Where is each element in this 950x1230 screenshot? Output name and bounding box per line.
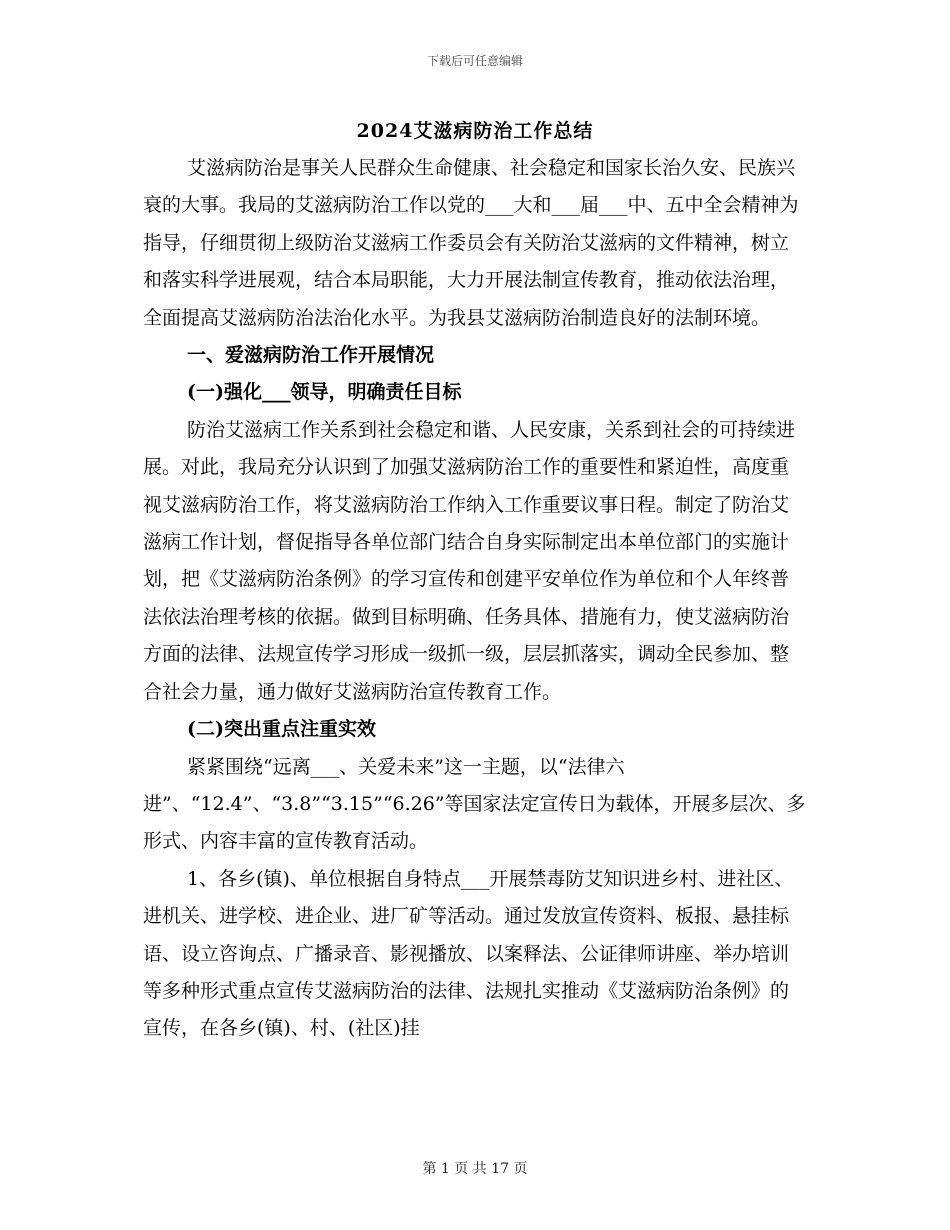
body-paragraph-3: 1、各乡(镇)、单位根据自身特点___开展禁毒防艾知识进乡村、进社区、进机关、进学校、进企业、进厂矿等活动。通过发放宣传资料、板报、悬挂标语、设立咨询点、广播录音、影视播放、以案释法、公证律师讲座、举办培训等多种形式重点宣传艾滋病防治的法律、法规扎实推动《艾滋病防治条例》的宣传，在各乡(镇)、村、(社区)挂 — [143, 867, 794, 1040]
page-header-note: 下载后可任意编辑 — [426, 54, 523, 68]
page-number: 第 1 页 共 17 页 — [422, 1161, 528, 1177]
subsection-heading-1: (一)强化___领导，明确责任目标 — [187, 381, 462, 404]
intro-paragraph: 艾滋病防治是事关人民群众生命健康、社会稳定和国家长治久安、民族兴衰的大事。我局的艾滋病防治工作以党的___大和___届___中、五中全会精神为指导，仔细贯彻上级防治艾滋病工作委员会有关防治艾滋病的文件精神，树立和落实科学进展观，结合本局职能，大力开展法制宣传教育，推动依法治理，全面提高艾滋病防治法治化水平。为我县艾滋病防治制造良好的法制环境。 — [143, 157, 799, 329]
document-body — [143, 150, 807, 1048]
document-title: 2024艾滋病防治工作总结 — [356, 120, 594, 142]
body-paragraph-1: 防治艾滋病工作关系到社会稳定和谐、人民安康，关系到社会的可持续进展。对此，我局充分认识到了加强艾滋病防治工作的重要性和紧迫性，高度重视艾滋病防治工作，将艾滋病防治工作纳入工作重要议事日程。制定了防治艾滋病工作计划，督促指导各单位部门结合自身实际制定出本单位部门的实施计划，把《艾滋病防治条例》的学习宣传和创建平安单位作为单位和个人年终普法依法治理考核的依据。做到目标明确、任务具体、措施有力，使艾滋病防治方面的法律、法规宣传学习形成一级抓一级，层层抓落实，调动全民参加、整合社会力量，通力做好艾滋病防治宣传教育工作。 — [143, 418, 796, 703]
body-paragraph-2: 紧紧围绕“远离___、关爱未来”这一主题，以“法律六进”、“12.4”、“3.8”“3.15”“6.26”等国家法定宣传日为载体，开展多层次、多形式、内容丰富的宣传教育活动。 — [143, 755, 806, 853]
section-heading-1: 一、爱滋病防治工作开展情况 — [187, 344, 435, 367]
subsection-heading-2: (二)突出重点注重实效 — [187, 718, 376, 741]
